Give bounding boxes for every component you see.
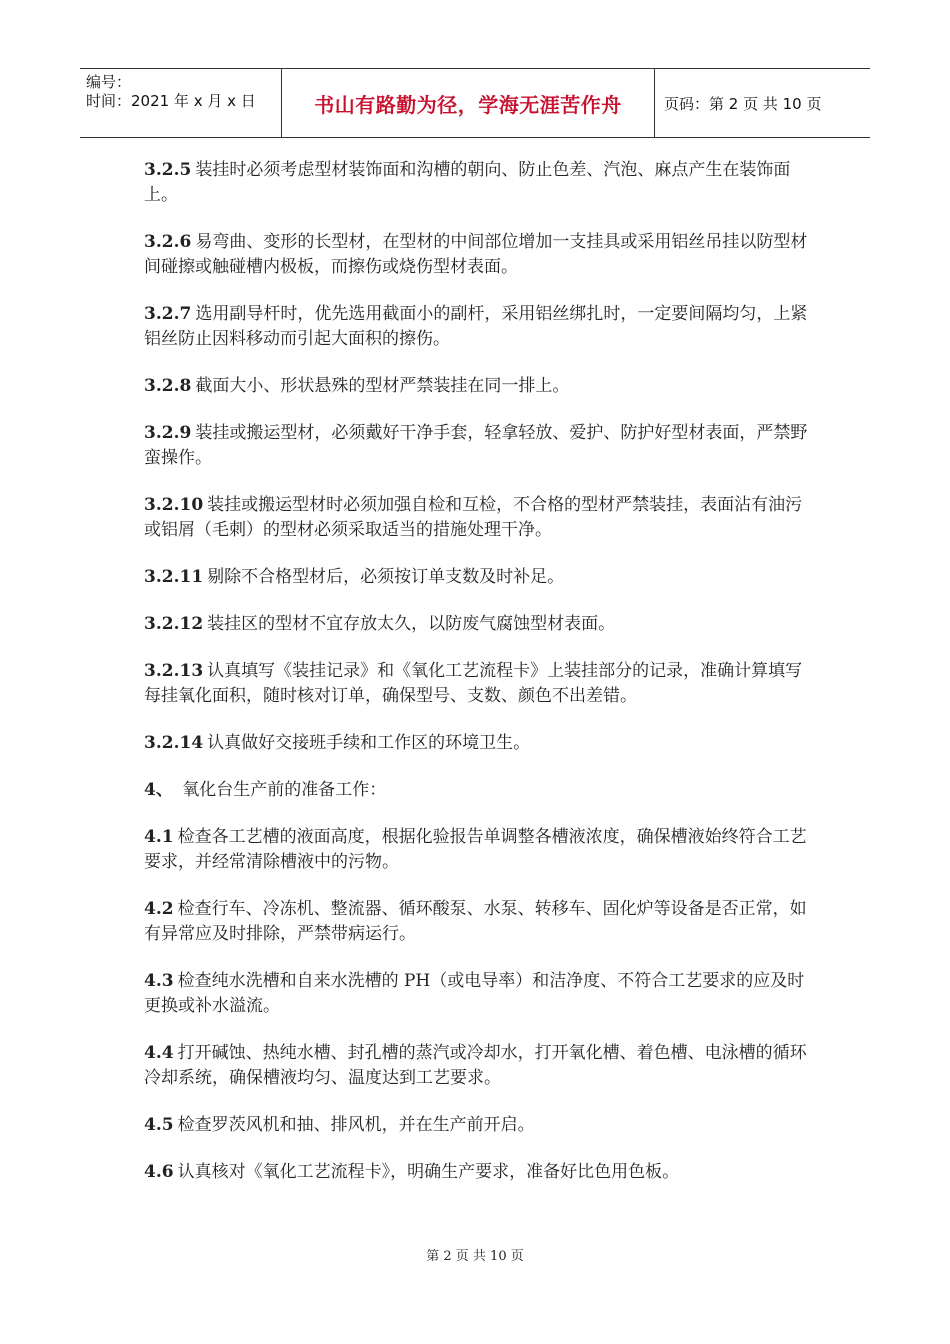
paragraph xyxy=(144,493,814,543)
paragraph-number: 4.2 xyxy=(144,899,174,919)
paragraph-text: 检查各工艺槽的液面高度，根据化验报告单调整各槽液浓度，确保槽液始终符合工艺要求，并经常清除槽液中的污物。 xyxy=(144,827,807,872)
paragraph xyxy=(144,612,814,637)
paragraph xyxy=(144,1113,814,1138)
paragraph-number: 4.6 xyxy=(144,1162,174,1182)
page-footer: 第 2 页 共 10 页 xyxy=(426,1249,524,1264)
paragraph xyxy=(144,565,814,590)
paragraph-text: 装挂或搬运型材时必须加强自检和互检，不合格的型材严禁装挂，表面沾有油污或铝屑（毛刺）的型材必须采取适当的措施处理干净。 xyxy=(144,495,803,540)
paragraph-text: 认真核对《氧化工艺流程卡》，明确生产要求，准备好比色用色板。 xyxy=(177,1162,680,1182)
paragraph-text: 截面大小、形状悬殊的型材严禁装挂在同一排上。 xyxy=(195,376,570,396)
header-motto-cell xyxy=(281,69,655,137)
paragraph-text: 检查罗茨风机和抽、排风机，并在生产前开启。 xyxy=(177,1115,535,1135)
paragraph-number: 3.2.13 xyxy=(144,661,204,681)
header-page-info: 页码：第 2 页 共 10 页 xyxy=(664,94,822,113)
paragraph-text: 打开碱蚀、热纯水槽、封孔槽的蒸汽或冷却水，打开氧化槽、着色槽、电泳槽的循环冷却系统，确保槽液均匀、温度达到工艺要求。 xyxy=(144,1043,807,1088)
paragraph-number: 3.2.5 xyxy=(144,160,192,180)
paragraph xyxy=(144,421,814,471)
section-heading xyxy=(144,778,814,803)
paragraph xyxy=(144,230,814,280)
paragraph-text: 剔除不合格型材后，必须按订单支数及时补足。 xyxy=(207,567,565,587)
header-info xyxy=(80,69,281,137)
paragraph-text: 易弯曲、变形的长型材，在型材的中间部位增加一支挂具或采用铝丝吊挂以防型材间碰擦或触碰槽内极板，而擦伤或烧伤型材表面。 xyxy=(144,232,808,277)
paragraph xyxy=(144,825,814,875)
paragraph-text: 检查行车、冷冻机、整流器、循环酸泵、水泵、转移车、固化炉等设备是否正常，如有异常应及时排除，严禁带病运行。 xyxy=(144,899,807,944)
paragraph xyxy=(144,1160,814,1185)
document-number-label: 编号： xyxy=(86,73,132,91)
paragraph-number: 3.2.8 xyxy=(144,376,192,396)
paragraph-number: 3.2.12 xyxy=(144,614,204,634)
page-header xyxy=(80,68,870,138)
paragraph xyxy=(144,897,814,947)
paragraph-text: 检查纯水洗槽和自来水洗槽的 PH（或电导率）和洁净度、不符合工艺要求的应及时更换或补水溢流。 xyxy=(144,971,805,1016)
section-heading-text: 氧化台生产前的准备工作： xyxy=(176,780,387,800)
paragraph-number: 4.4 xyxy=(144,1043,174,1063)
document-body xyxy=(144,158,814,1207)
paragraph-number: 4.5 xyxy=(144,1115,174,1135)
paragraph-text: 认真做好交接班手续和工作区的环境卫生。 xyxy=(207,733,531,753)
paragraph-text: 装挂时必须考虑型材装饰面和沟槽的朝向、防止色差、汽泡、麻点产生在装饰面上。 xyxy=(144,160,791,205)
paragraph-number: 3.2.11 xyxy=(144,567,204,587)
paragraph xyxy=(144,158,814,208)
paragraph xyxy=(144,731,814,756)
paragraph-number: 3.2.10 xyxy=(144,495,204,515)
paragraph-number: 3.2.6 xyxy=(144,232,192,252)
paragraph-number: 4.3 xyxy=(144,971,174,991)
paragraph-number: 4.1 xyxy=(144,827,174,847)
paragraph-text: 装挂或搬运型材，必须戴好干净手套，轻拿轻放、爱护、防护好型材表面，严禁野蛮操作。 xyxy=(144,423,808,468)
section-number: 4、 xyxy=(144,780,173,800)
paragraph xyxy=(144,374,814,399)
header-motto: 书山有路勤为径，学海无涯苦作舟 xyxy=(314,92,622,117)
paragraph xyxy=(144,1041,814,1091)
paragraph xyxy=(144,659,814,709)
paragraph-text: 认真填写《装挂记录》和《氧化工艺流程卡》上装挂部分的记录，准确计算填写每挂氧化面积，随时核对订单，确保型号、支数、颜色不出差错。 xyxy=(144,661,803,706)
paragraph-text: 装挂区的型材不宜存放太久，以防废气腐蚀型材表面。 xyxy=(207,614,616,634)
paragraph-text: 选用副导杆时，优先选用截面小的副杆，采用铝丝绑扎时，一定要间隔均匀，上紧铝丝防止因料移动而引起大面积的擦伤。 xyxy=(144,304,808,349)
paragraph-number: 3.2.7 xyxy=(144,304,192,324)
document-time-label: 时间：2021 年 x 月 x 日 xyxy=(86,92,256,110)
paragraph-number: 3.2.9 xyxy=(144,423,192,443)
paragraph-number: 3.2.14 xyxy=(144,733,204,753)
paragraph xyxy=(144,302,814,352)
paragraph xyxy=(144,969,814,1019)
